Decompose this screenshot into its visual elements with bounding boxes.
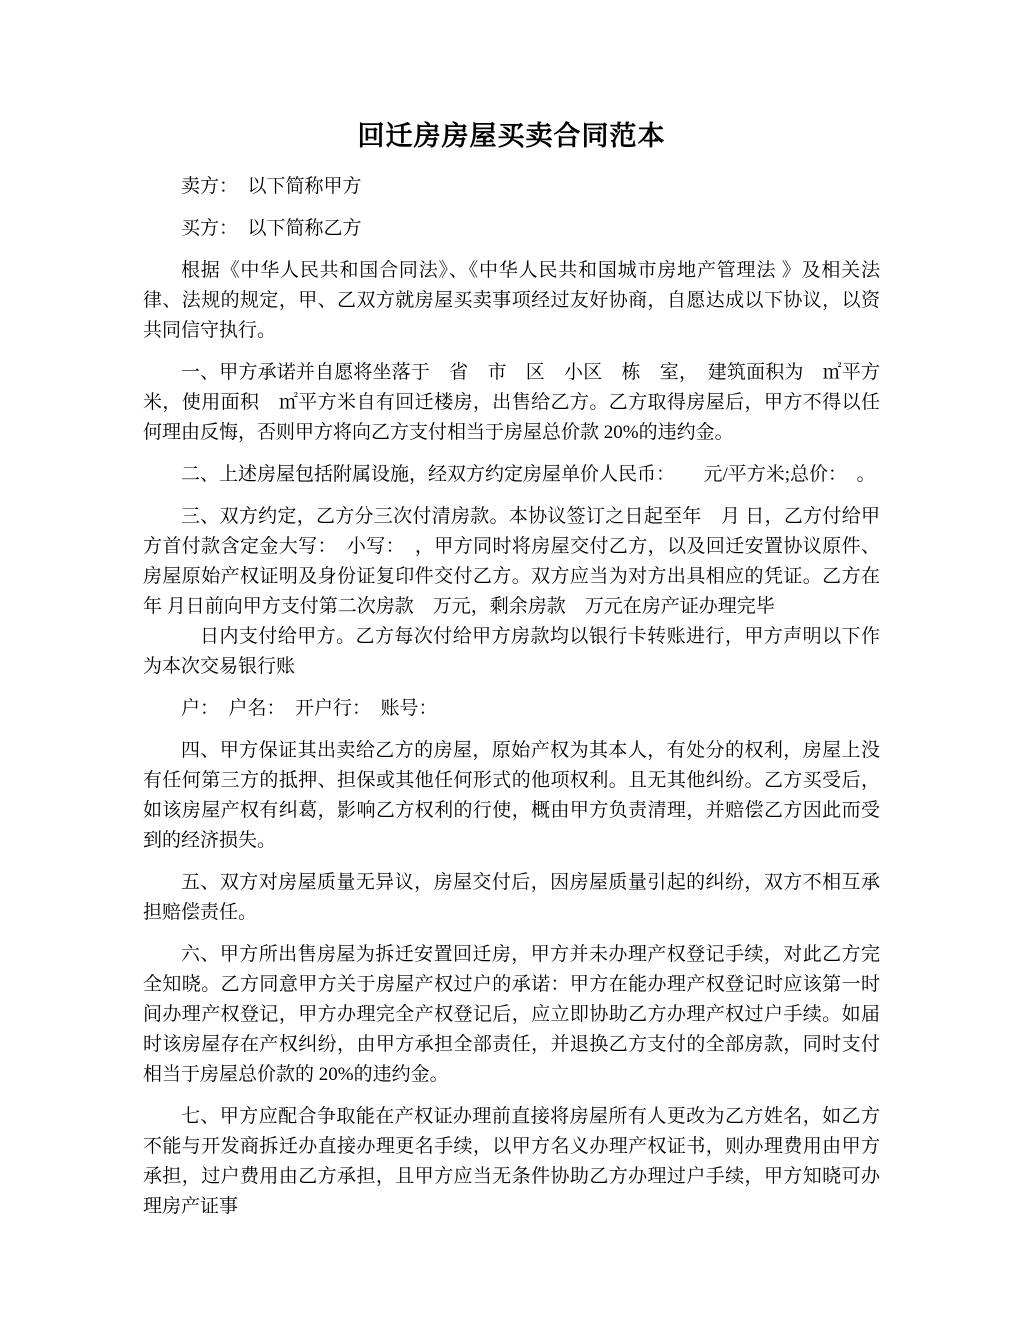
clause-1: 一、甲方承诺并自愿将坐落于 省 市 区 小区 栋 室， 建筑面积为 ㎡平方米，使用面积 ㎡平方米自有回迁楼房，出售给乙方。乙方取得房屋后，甲方不得以任何理由反悔，否则甲方将向乙方支付相当于房屋总价款 20%的违约金。 xyxy=(143,362,880,443)
clause-3: 三、双方约定，乙方分三次付清房款。本协议签订之日起至年 月 日，乙方付给甲方首付款含定金大写： 小写： ，甲方同时将房屋交付乙方，以及回迁安置协议原件、房屋原始产权证明及身份证复印件交付乙方。双方应当为对方出具相应的凭证。乙方在 年 月日前向甲方支付第二次房款 万元，剩余房款 万元在房产证办理完毕 xyxy=(143,506,900,617)
clause-2: 二、上述房屋包括附属设施，经双方约定房屋单价人民币： 元/平方米;总价： 。 xyxy=(181,464,876,485)
buyer-line: 买方： 以下简称乙方 xyxy=(181,218,362,239)
clause-6: 六、甲方所出售房屋为拆迁安置回迁房，甲方并未办理产权登记手续，对此乙方完全知晓。乙方同意甲方关于房屋产权过户的承诺：甲方在能办理产权登记时应该第一时间办理产权登记，甲方办理完全产权登记后，应立即协助乙方办理产权过户手续。如届时该房屋存在产权纠纷，由甲方承担全部责任，并退换乙方支付的全部房款，同时支付相当于房屋总价款的 20%的违约金。 xyxy=(143,944,880,1085)
clause-5: 五、双方对房屋质量无异议，房屋交付后，因房屋质量引起的纠纷，双方不相互承担赔偿责任。 xyxy=(143,872,880,923)
clause-7: 七、甲方应配合争取能在产权证办理前直接将房屋所有人更改为乙方姓名，如乙方不能与开发商拆迁办直接办理更名手续，以甲方名义办理产权证书，则办理费用由甲方承担，过户费用由乙方承担，且甲方应当无条件协助乙方办理过户手续，甲方知晓可办理房产证事 xyxy=(143,1106,880,1217)
preamble-paragraph: 根据《中华人民共和国合同法》、《中华人民共和国城市房地产管理法 》及相关法律、法规的规定，甲、乙双方就房屋买卖事项经过友好协商，自愿达成以下协议，以资共同信守执行。 xyxy=(143,260,880,341)
bank-account-line: 户： 户名： 开户行： 账号： xyxy=(181,698,438,719)
clause-4: 四、甲方保证其出卖给乙方的房屋，原始产权为其本人，有处分的权利，房屋上没有任何第三方的抵押、担保或其他任何形式的他项权利。且无其他纠纷。乙方买受后，如该房屋产权有纠葛，影响乙方权利的行使，概由甲方负责清理，并赔偿乙方因此而受到的经济损失。 xyxy=(143,740,880,851)
clause-3-continuation: 日内支付给甲方。乙方每次付给甲方房款均以银行卡转账进行，甲方声明以下作为本次交易银行账 xyxy=(143,626,880,677)
seller-line: 卖方： 以下简称甲方 xyxy=(181,176,362,197)
document-title: 回迁房房屋买卖合同范本 xyxy=(357,121,666,151)
